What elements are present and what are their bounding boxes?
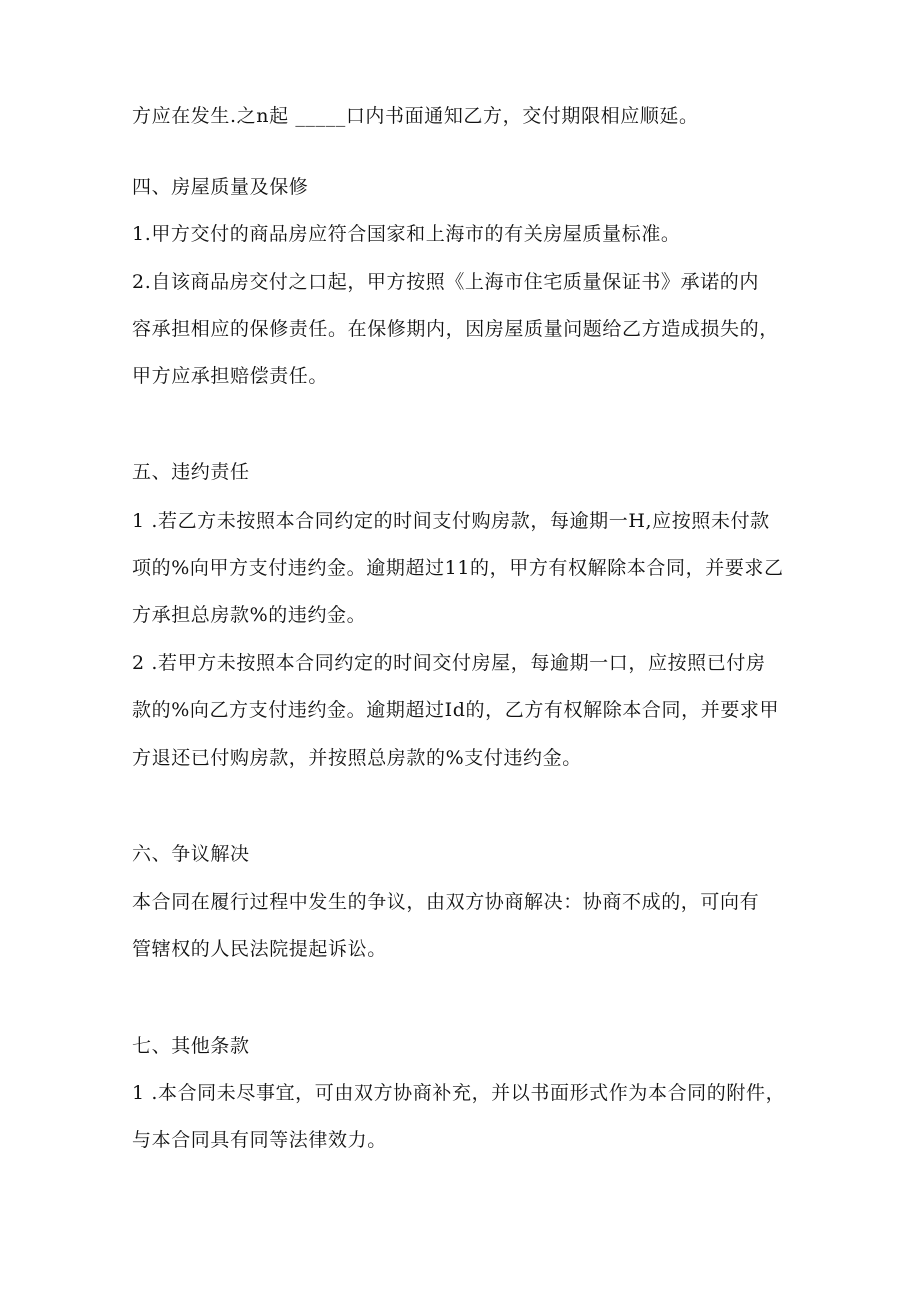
section-7-item-1-line-2: 与本合同具有同等法律效力。 [132, 1129, 387, 1151]
section-6-body-line-1: 本合同在履行过程中发生的争议，由双方协商解决：协商不成的，可向有 [132, 891, 760, 913]
section-4-heading: 四、房屋质量及保修 [132, 176, 309, 198]
section-4-item-2-line-1: 2.自该商品房交付之口起，甲方按照《上海市住宅质量保证书》承诺的内 [132, 271, 759, 293]
section-6-heading: 六、争议解决 [132, 843, 250, 865]
section-7-item-1-line-1: 1 .本合同未尽事宜，可由双方协商补充，并以书面形式作为本合同的附件， [132, 1082, 786, 1104]
section-4-item-2-line-2: 容承担相应的保修责任。在保修期内，因房屋质量问题给乙方造成损失的， [132, 318, 779, 340]
section-5-item-1-line-2: 项的%向甲方支付违约金。逾期超过11的，甲方有权解除本合同，并要求乙 [132, 557, 784, 579]
section-5-item-1-line-1: 1 .若乙方未按照本合同约定的时间支付购房款，每逾期一H,应按照未付款 [132, 510, 770, 532]
section-4-item-1: 1.甲方交付的商品房应符合国家和上海市的有关房屋质量标准。 [132, 223, 681, 245]
section-5-item-2-line-2: 款的%向乙方支付违约金。逾期超过Id的，乙方有权解除本合同，并要求甲 [132, 699, 780, 721]
section-5-item-1-line-3: 方承担总房款%的违约金。 [132, 604, 367, 626]
section-5-heading: 五、违约责任 [132, 461, 250, 483]
section-7-heading: 七、其他条款 [132, 1035, 250, 1057]
section-4-item-2-line-3: 甲方应承担赔偿责任。 [132, 365, 329, 387]
section-5-item-2-line-3: 方退还已付购房款，并按照总房款的%支付违约金。 [132, 747, 582, 769]
intro-line: 方应在发生.之n起 _____口内书面通知乙方，交付期限相应顺延。 [132, 105, 699, 127]
section-6-body-line-2: 管辖权的人民法院提起诉讼。 [132, 938, 387, 960]
section-5-item-2-line-1: 2 .若甲方未按照本合同约定的时间交付房屋，每逾期一口，应按照已付房 [132, 652, 766, 674]
